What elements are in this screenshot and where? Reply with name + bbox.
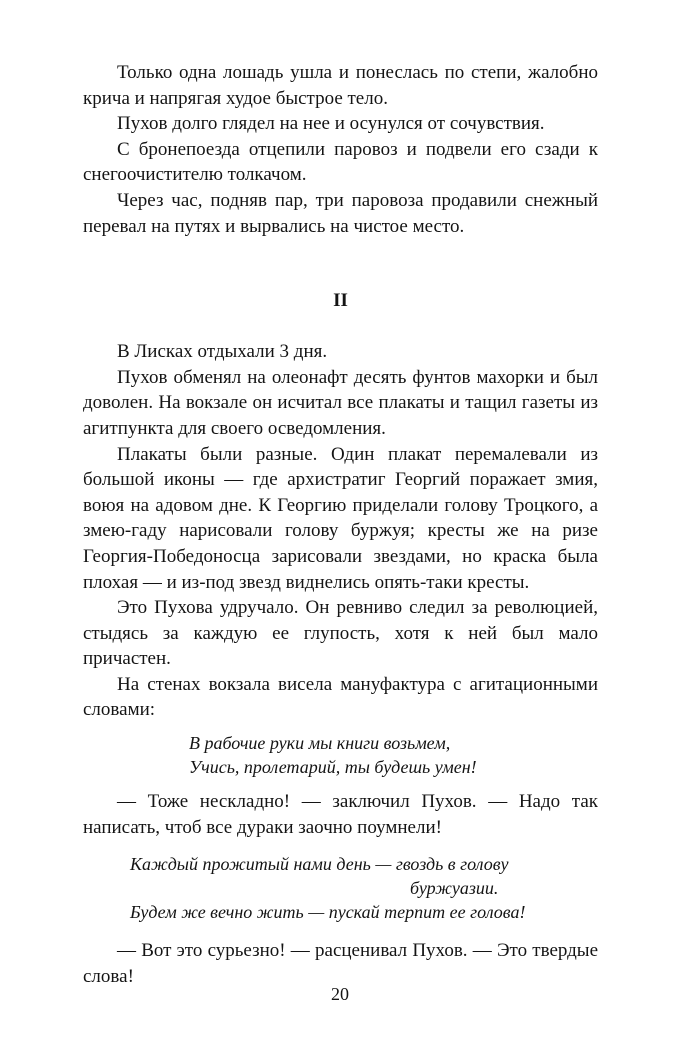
paragraph: Это Пухова удручало. Он ревниво следил за революцией, стыдясь за каждую ее глупость, хотя к ней был мало причастен.	[83, 597, 598, 670]
verse-line: В рабочие руки мы книги возьмем,	[189, 733, 451, 754]
page-body	[83, 60, 598, 989]
paragraph: Пухов долго глядел на нее и осунулся от сочувствия.	[117, 113, 545, 135]
paragraph: Через час, подняв пар, три паровоза продавили снежный перевал на путях и вырвались на чистое место.	[83, 189, 598, 237]
verse-line: Каждый прожитый нами день — гвоздь в голову	[130, 854, 509, 875]
paragraph: На стенах вокзала висела мануфактура с агитационными словами:	[83, 673, 598, 721]
paragraph: В Лисках отдыхали 3 дня.	[117, 341, 328, 363]
verse-block	[83, 852, 598, 924]
paragraph: Пухов обменял на олеонафт десять фунтов махорки и был доволен. На вокзале он исчитал все плакаты и тащил газеты из агитпункта для своего осведомления.	[83, 366, 598, 439]
paragraph: С бронепоезда отцепили паровоз и подвели его сзади к снегоочистителю толкачом.	[83, 138, 598, 186]
paragraph: — Вот это сурьезно! — расценивал Пухов. — Это твердые слова!	[83, 940, 598, 987]
paragraph: Только одна лошадь ушла и понеслась по степи, жалобно крича и напрягая худое быстрое тело.	[83, 62, 598, 109]
paragraph: Плакаты были разные. Один плакат перемалевали из большой иконы — где архистратиг Георгий поражает змия, воюя на адовом дне. К Георгию приделали голову Троцкого, а змею-гаду нарисовали голову буржуя; кресты же на ризе Георгия-Победоносца зарисовали звездами, но краска была плохая — и из-под звезд виднелись опять-таки кресты.	[83, 443, 598, 593]
verse-line: Будем же вечно жить — пускай терпит ее голова!	[130, 902, 526, 923]
verse-line: Учись, пролетарий, ты будешь умен!	[189, 757, 477, 778]
verse-line: буржуазии.	[410, 878, 499, 899]
chapter-heading: II	[333, 290, 348, 312]
page-number: 20	[331, 984, 349, 1004]
verse-block	[83, 731, 598, 779]
paragraph: — Тоже нескладно! — заключил Пухов. — Надо так написать, чтоб все дураки заочно поумнели!	[83, 791, 598, 838]
